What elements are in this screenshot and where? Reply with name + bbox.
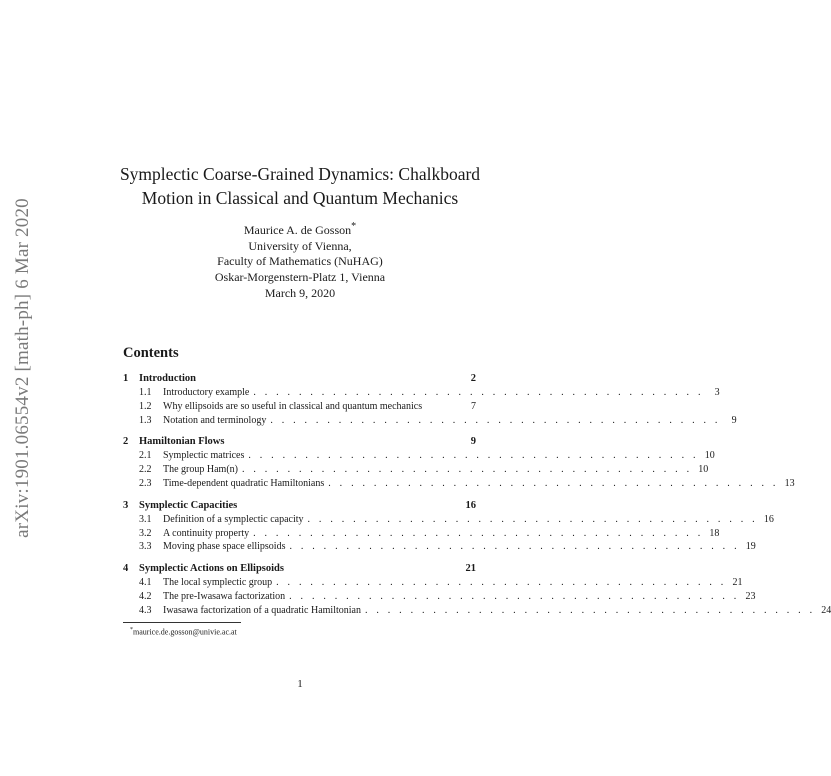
toc-subsection-page: 21: [732, 577, 743, 589]
toc-section[interactable]: [123, 499, 476, 513]
toc-subsection[interactable]: [123, 477, 795, 491]
author-name: Maurice A. de Gosson: [243, 223, 352, 237]
toc-subsection-page: 13: [784, 477, 795, 489]
toc-subsection-number: 4.1: [139, 577, 152, 589]
toc-leader-dots: . . . . . . . . . . . . . . . . . . . . . . . . . . . . . . . . . . . . . . . .: [289, 590, 740, 602]
title-line-1: Symplectic Coarse-Grained Dynamics: Chalkboard: [119, 164, 481, 184]
toc-subsection-page: 23: [745, 590, 756, 602]
toc-leader-dots: . . . . . . . . . . . . . . . . . . . . . . . . . . . . . . . . . . . . . . . .: [364, 604, 816, 616]
toc-subsection[interactable]: [123, 414, 737, 428]
toc-subsection[interactable]: [123, 449, 715, 463]
toc-subsection-page: 19: [745, 541, 756, 553]
toc-section-group: [123, 435, 795, 490]
toc-leader-dots: . . . . . . . . . . . . . . . . . . . . . . . . . . . . . . . . . . . . . . . .: [253, 387, 704, 398]
affiliation-faculty: Faculty of Mathematics (NuHAG): [217, 254, 383, 268]
footnote-rule: [123, 622, 241, 623]
toc-subsection-page: 10: [704, 450, 715, 462]
toc-subsection-number: 3.3: [139, 541, 152, 553]
footnote: [130, 627, 237, 637]
toc-subsection[interactable]: [123, 576, 743, 590]
toc-section-number: 1: [123, 373, 129, 384]
toc-leader-dots: . . . . . . . . . . . . . . . . . . . . . . . . . . . . . . . . . . . . . . . .: [253, 527, 704, 539]
toc-leader-dots: . . . . . . . . . . . . . . . . . . . . . . . . . . . . . . . . . . . . . . . .: [307, 513, 758, 525]
toc-section-page: 16: [465, 499, 476, 511]
toc-leader-dots: . . . . . . . . . . . . . . . . . . . . . . . . . . . . . . . . . . . . . . . .: [328, 477, 779, 489]
toc-leader-dots: . . . . . . . . . . . . . . . . . . . . . . . . . . . . . . . . . . . . . . . .: [276, 577, 727, 589]
toc-leader-dots: . . . . . . . . . . . . . . . . . . . . . . . . . . . . . . . . . . . . . . . .: [241, 464, 693, 476]
toc-subsection-title: The local symplectic group: [163, 577, 273, 589]
toc-subsection-number: 3.1: [139, 513, 152, 525]
toc-section-number: 3: [123, 499, 129, 511]
author-name-line: [0, 219, 600, 239]
toc-section-group: [123, 372, 737, 427]
toc-section-group: [123, 499, 774, 554]
toc-subsection-title: Why ellipsoids are so useful in classical and quantum mechanics: [163, 400, 423, 412]
toc-subsection[interactable]: [123, 540, 756, 554]
toc-subsection-page: 7: [471, 400, 476, 412]
toc-leader-dots: . . . . . . . . . . . . . . . . . . . . . . . . . . . . . . . . . . . . . . . .: [270, 414, 721, 426]
toc-section-title: Symplectic Actions on Ellipsoids: [139, 563, 284, 575]
toc-subsection-number: 2.1: [139, 450, 152, 462]
toc-subsection-title: The pre-Iwasawa factorization: [163, 590, 286, 602]
toc-subsection-title: Notation and terminology: [163, 414, 267, 426]
toc-subsection-page: 24: [821, 604, 831, 616]
author-block: [0, 219, 600, 285]
toc-section[interactable]: [123, 435, 476, 449]
toc-section-page: 2: [470, 373, 476, 384]
toc-subsection-title: Introductory example: [163, 387, 250, 398]
toc-subsection-number: 4.3: [139, 604, 152, 616]
toc-subsection[interactable]: [123, 527, 720, 541]
author-footnote-marker: *: [351, 221, 357, 232]
toc-subsection[interactable]: [123, 463, 709, 477]
toc-subsection-number: 2.2: [139, 464, 152, 476]
toc-subsection-title: A continuity property: [163, 527, 250, 539]
toc-subsection-title: Definition of a symplectic capacity: [163, 513, 304, 525]
footnote-marker: *: [130, 627, 133, 633]
toc-subsection-number: 1.3: [139, 414, 152, 426]
toc-section-title: Introduction: [139, 373, 196, 384]
toc-subsection[interactable]: [123, 513, 774, 527]
toc-subsection-number: 3.2: [139, 527, 152, 539]
toc-section[interactable]: [123, 372, 476, 386]
toc-subsection-number: 4.2: [139, 590, 152, 602]
paper-date: March 9, 2020: [264, 286, 336, 300]
toc-section-number: 2: [123, 436, 129, 448]
toc-subsection-page: 9: [731, 414, 737, 426]
title-line-2: Motion in Classical and Quantum Mechanics: [141, 188, 459, 208]
toc-subsection[interactable]: [123, 590, 756, 604]
contents-heading: Contents: [123, 345, 179, 361]
toc-section[interactable]: [123, 562, 476, 576]
toc-subsection-number: 2.3: [139, 477, 152, 489]
toc-subsection-title: The group Ham(n): [163, 464, 238, 476]
toc-subsection-page: 16: [763, 513, 774, 525]
table-of-contents: [123, 372, 831, 626]
footnote-email[interactable]: maurice.de.gosson@univie.ac.at: [133, 627, 237, 637]
toc-section-page: 21: [465, 563, 476, 575]
toc-section-number: 4: [123, 563, 129, 575]
toc-subsection-page: 10: [698, 464, 709, 476]
toc-subsection-number: 1.2: [139, 400, 152, 412]
toc-subsection-page: 3: [714, 387, 720, 398]
toc-subsection-title: Symplectic matrices: [163, 450, 245, 462]
toc-subsection-title: Iwasawa factorization of a quadratic Hamiltonian: [163, 604, 361, 616]
toc-section-page: 9: [470, 436, 476, 448]
arxiv-stamp: arXiv:1901.06554v2 [math-ph] 6 Mar 2020: [12, 198, 33, 538]
page-number: 1: [297, 678, 303, 690]
toc-subsection-title: Time-dependent quadratic Hamiltonians: [163, 477, 325, 489]
toc-section-title: Symplectic Capacities: [139, 499, 238, 511]
affiliation-address: Oskar-Morgenstern-Platz 1, Vienna: [214, 269, 386, 284]
toc-leader-dots: . . . . . . . . . . . . . . . . . . . . . . . . . . . . . . . . . . . . . . . .: [248, 450, 699, 462]
toc-section-title: Hamiltonian Flows: [139, 436, 225, 448]
toc-leader-dots: . . . . . . . . . . . . . . . . . . . . . . . . . . . . . . . . . . . . . . . .: [289, 541, 740, 553]
toc-subsection-page: 18: [709, 527, 720, 539]
toc-subsection[interactable]: [123, 386, 720, 400]
toc-subsection[interactable]: [123, 400, 476, 414]
toc-subsection[interactable]: [123, 604, 831, 618]
affiliation-university: University of Vienna,: [248, 238, 352, 253]
paper-title: [0, 162, 600, 210]
toc-section-group: [123, 562, 831, 617]
toc-subsection-title: Moving phase space ellipsoids: [163, 541, 286, 553]
toc-subsection-number: 1.1: [139, 387, 152, 398]
